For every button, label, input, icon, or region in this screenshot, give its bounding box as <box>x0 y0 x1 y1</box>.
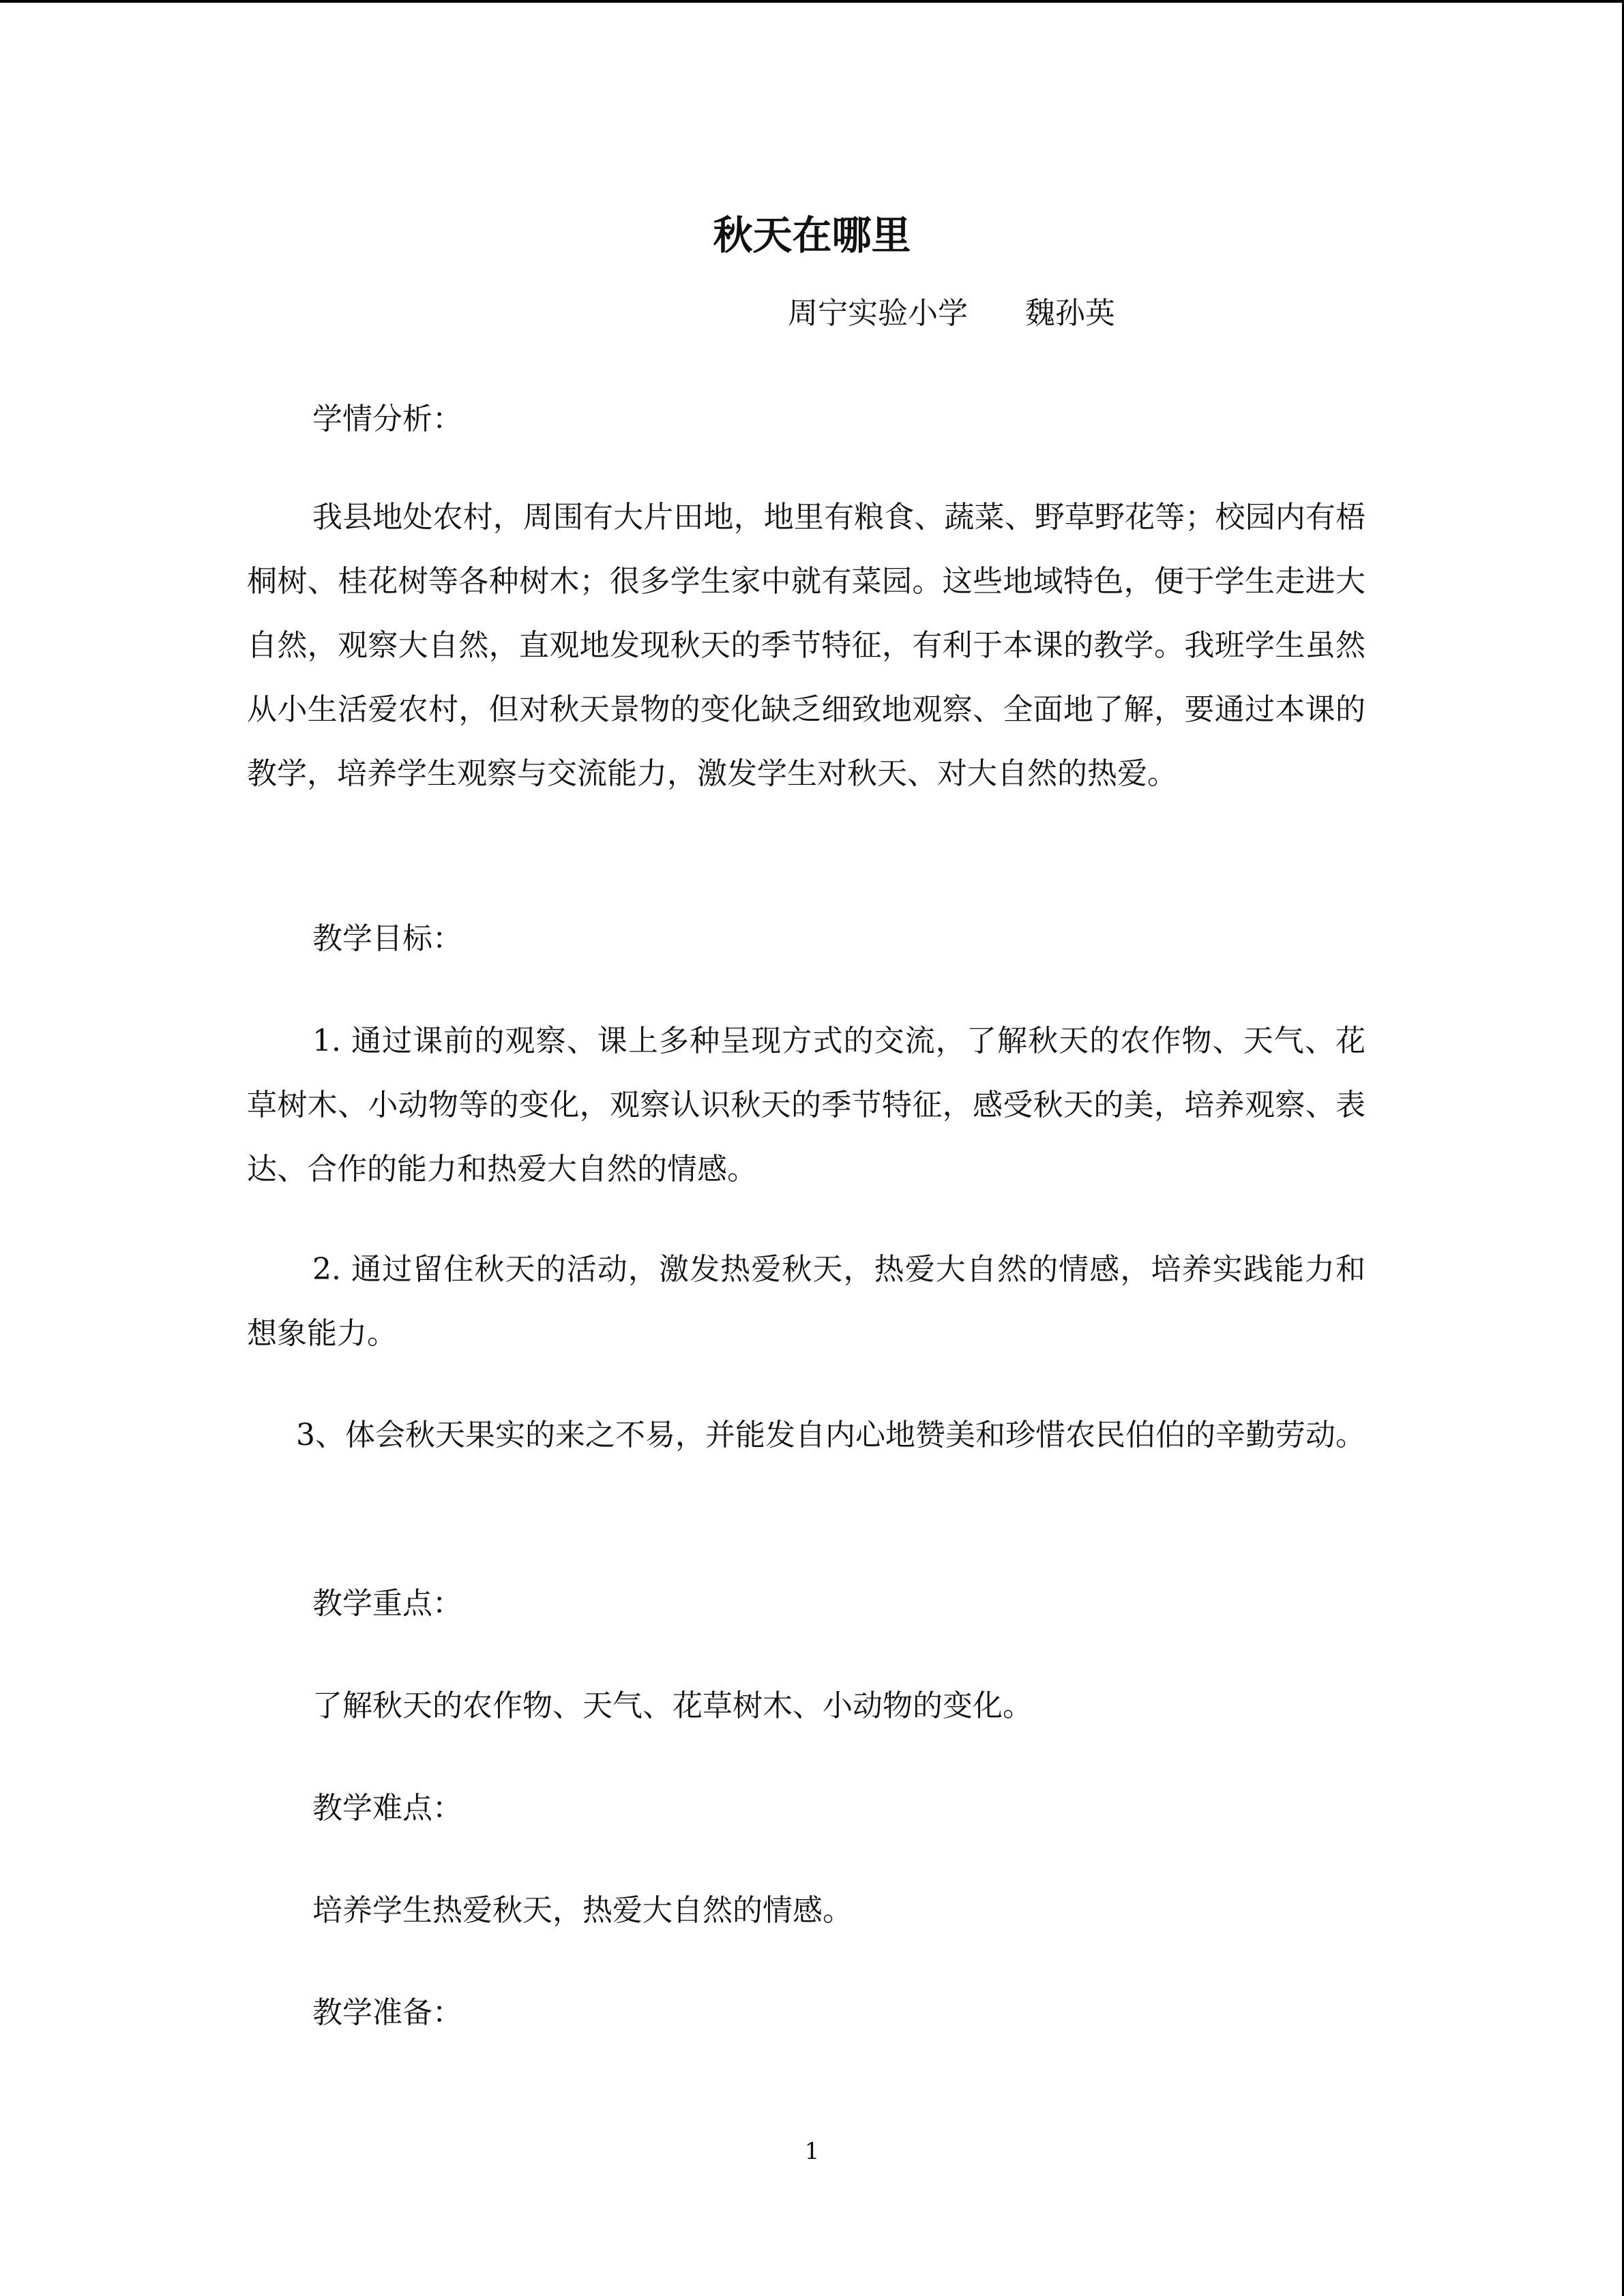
goals-heading: 教学目标： <box>312 921 462 956</box>
key-points-text: 了解秋天的农作物、天气、花草树木、小动物的变化。 <box>312 1688 1033 1723</box>
goal-item-2: 2. 通过留住秋天的活动，激发热爱秋天，热爱大自然的情感，培养实践能力和想象能力。 <box>247 1252 1365 1351</box>
analysis-heading: 学情分析： <box>312 402 462 436</box>
analysis-paragraph: 我县地处农村，周围有大片田地，地里有粮食、蔬菜、野草野花等；校园内有梧桐树、桂花树等各种树木；很多学生家中就有菜园。这些地域特色，便于学生走进大自然，观察大自然，直观地发现秋天的季节特征，有利于本课的教学。我班学生虽然从小生活爱农村，但对秋天景物的变化缺乏细致地观察、全面地了解，要通过本课的教学，培养学生观察与交流能力，激发学生对秋天、对大自然的热爱。 <box>247 500 1365 791</box>
difficulty-text: 培养学生热爱秋天，热爱大自然的情感。 <box>312 1893 853 1928</box>
document-title: 秋天在哪里 <box>713 212 911 258</box>
preparation-heading: 教学准备： <box>312 1995 462 2030</box>
author-byline: 周宁实验小学 魏孙英 <box>788 296 1115 331</box>
page-number: 1 <box>804 2138 820 2165</box>
key-points-heading: 教学重点： <box>312 1586 462 1621</box>
goal-item-1: 1. 通过课前的观察、课上多种呈现方式的交流，了解秋天的农作物、天气、花草树木、小动物等的变化，观察认识秋天的季节特征，感受秋天的美，培养观察、表达、合作的能力和热爱大自然的情感。 <box>247 1024 1365 1187</box>
top-border-line <box>0 0 1624 3</box>
difficulty-heading: 教学难点： <box>312 1791 462 1825</box>
goal-item-3: 3、体会秋天果实的来之不易，并能发自内心地赞美和珍惜农民伯伯的辛勤劳动。 <box>296 1418 1365 1452</box>
